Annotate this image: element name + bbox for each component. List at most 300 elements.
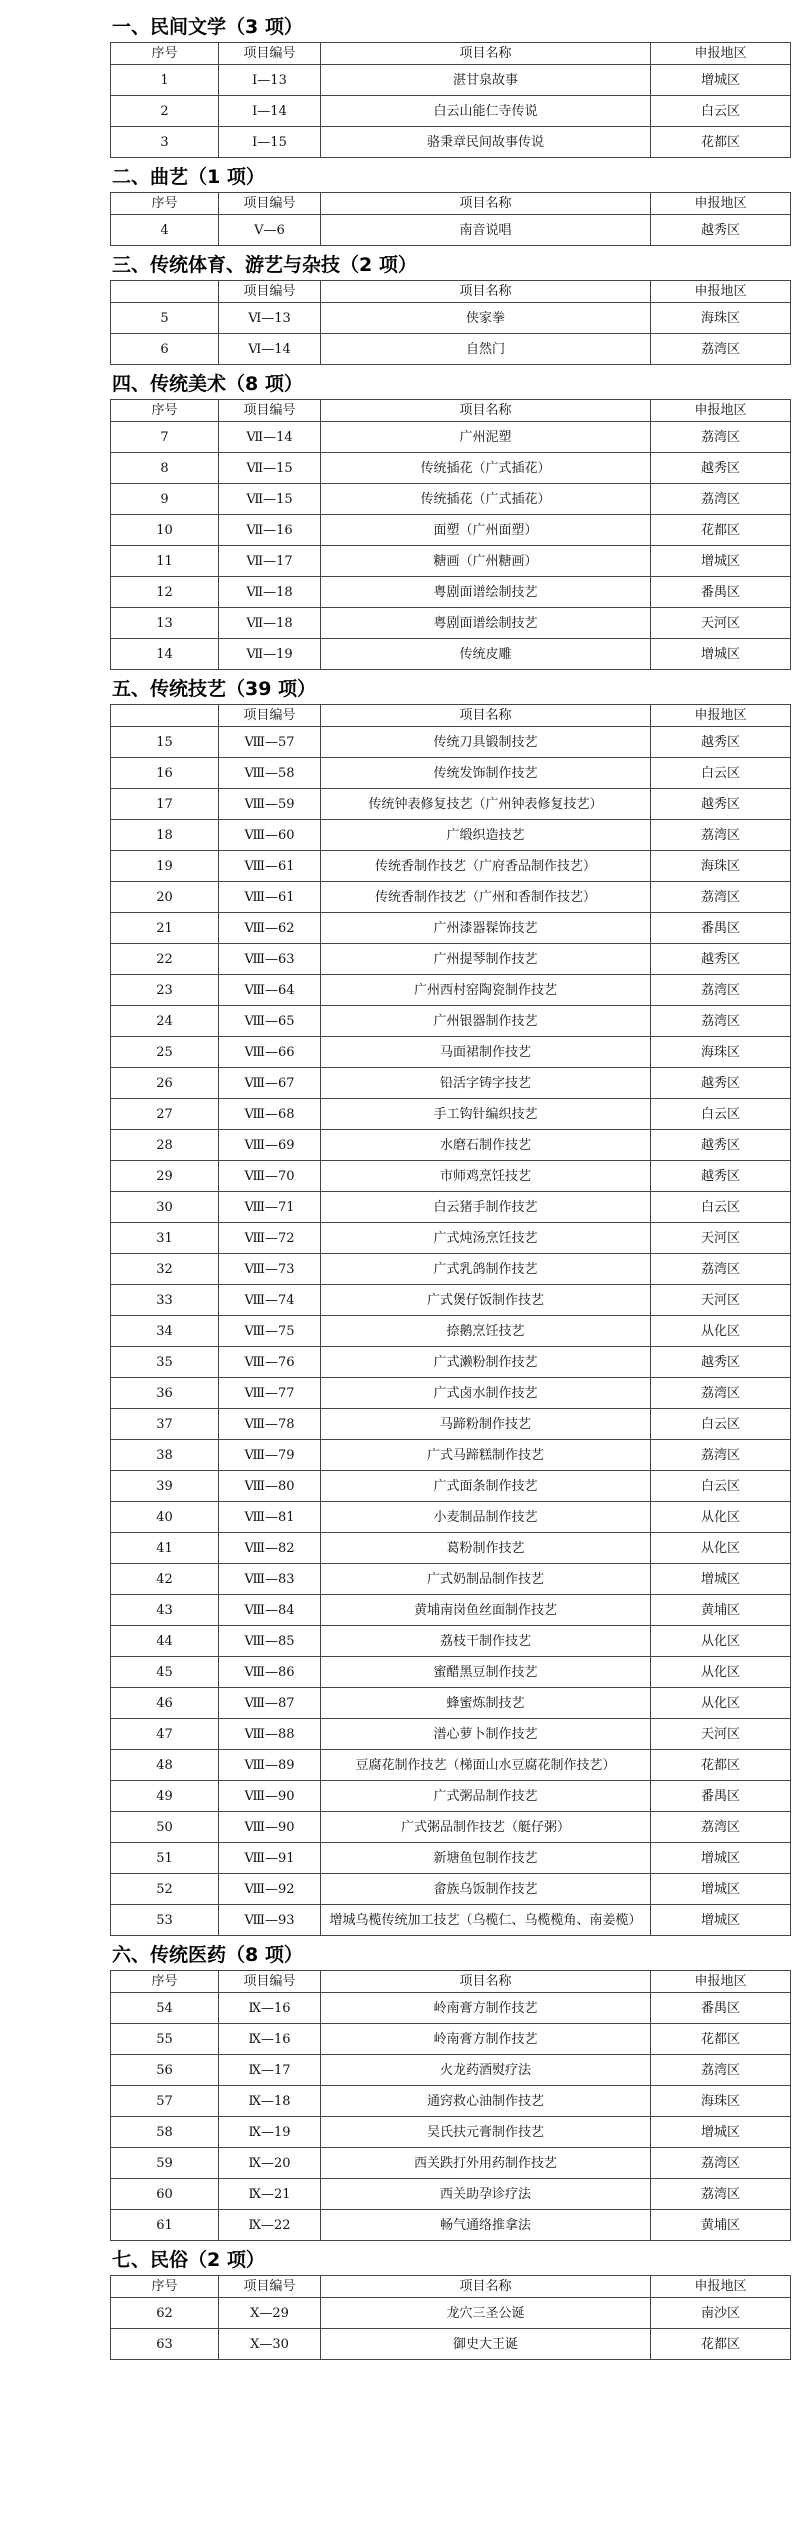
cell-code: Ⅷ—92 [219, 1874, 321, 1905]
cell-region: 白云区 [651, 96, 791, 127]
cell-name: 广式奶制品制作技艺 [321, 1564, 651, 1595]
cell-seq: 3 [111, 127, 219, 158]
table-row [111, 1843, 791, 1874]
cell-code: Ⅷ—57 [219, 727, 321, 758]
table-row [111, 851, 791, 882]
section-title: 五、传统技艺（39 项） [112, 678, 317, 700]
cell-seq: 44 [111, 1626, 219, 1657]
cell-region: 天河区 [651, 608, 791, 639]
cell-name: 吴氏扶元膏制作技艺 [321, 2117, 651, 2148]
cell-name: 潽心萝卜制作技艺 [321, 1719, 651, 1750]
cell-code: Ⅶ—15 [219, 484, 321, 515]
cell-seq: 53 [111, 1905, 219, 1936]
cell-seq: 17 [111, 789, 219, 820]
section-title: 三、传统体育、游艺与杂技（2 项） [112, 254, 417, 276]
cell-code: Ⅸ—20 [219, 2148, 321, 2179]
header-name: 项目名称 [321, 1971, 651, 1993]
cell-region: 南沙区 [651, 2298, 791, 2329]
table-row [111, 453, 791, 484]
cell-name: 小麦制品制作技艺 [321, 1502, 651, 1533]
cell-code: Ⅷ—79 [219, 1440, 321, 1471]
cell-seq: 26 [111, 1068, 219, 1099]
header-code: 项目编号 [219, 281, 321, 303]
cell-region: 越秀区 [651, 1130, 791, 1161]
cell-seq: 8 [111, 453, 219, 484]
cell-code: Ⅷ—68 [219, 1099, 321, 1130]
table-row [111, 1719, 791, 1750]
table-row [111, 1161, 791, 1192]
table-row [111, 577, 791, 608]
cell-name: 广式濑粉制作技艺 [321, 1347, 651, 1378]
cell-name: 荔枝干制作技艺 [321, 1626, 651, 1657]
cell-name: 骆秉章民间故事传说 [321, 127, 651, 158]
table-row [111, 96, 791, 127]
table-row [111, 913, 791, 944]
table-row [111, 1347, 791, 1378]
cell-seq: 46 [111, 1688, 219, 1719]
table-row [111, 820, 791, 851]
table-row [111, 2117, 791, 2148]
cell-seq: 13 [111, 608, 219, 639]
table-row [111, 1905, 791, 1936]
table-header-row [111, 193, 791, 215]
header-region: 申报地区 [651, 2276, 791, 2298]
cell-code: Ⅷ—63 [219, 944, 321, 975]
cell-name: 广式粥品制作技艺 [321, 1781, 651, 1812]
cell-code: Ⅸ—19 [219, 2117, 321, 2148]
cell-region: 海珠区 [651, 851, 791, 882]
cell-region: 花都区 [651, 1750, 791, 1781]
cell-seq: 23 [111, 975, 219, 1006]
cell-code: Ⅷ—73 [219, 1254, 321, 1285]
cell-seq: 25 [111, 1037, 219, 1068]
cell-name: 广式炖汤烹饪技艺 [321, 1223, 651, 1254]
cell-name: 豆腐花制作技艺（梯面山水豆腐花制作技艺） [321, 1750, 651, 1781]
table-row [111, 127, 791, 158]
cell-name: 广式卤水制作技艺 [321, 1378, 651, 1409]
table-row [111, 1750, 791, 1781]
header-region: 申报地区 [651, 1971, 791, 1993]
cell-region: 番禺区 [651, 577, 791, 608]
cell-region: 增城区 [651, 65, 791, 96]
cell-seq: 58 [111, 2117, 219, 2148]
cell-seq: 48 [111, 1750, 219, 1781]
table-row [111, 303, 791, 334]
table-row [111, 2298, 791, 2329]
header-seq: 序号 [111, 193, 219, 215]
cell-name: 蜂蜜炼制技艺 [321, 1688, 651, 1719]
cell-code: Ⅷ—82 [219, 1533, 321, 1564]
header-region: 申报地区 [651, 400, 791, 422]
table-row [111, 1378, 791, 1409]
header-seq: 序号 [111, 400, 219, 422]
table-row [111, 758, 791, 789]
cell-seq: 29 [111, 1161, 219, 1192]
cell-name: 糖画（广州糖画） [321, 546, 651, 577]
table-row [111, 2086, 791, 2117]
table-row [111, 944, 791, 975]
cell-name: 岭南膏方制作技艺 [321, 1993, 651, 2024]
cell-region: 越秀区 [651, 1068, 791, 1099]
cell-region: 增城区 [651, 1874, 791, 1905]
cell-code: Ⅶ—19 [219, 639, 321, 670]
table-row [111, 1595, 791, 1626]
cell-seq: 51 [111, 1843, 219, 1874]
table-header-row [111, 400, 791, 422]
cell-region: 越秀区 [651, 789, 791, 820]
cell-name: 广式粥品制作技艺（艇仔粥） [321, 1812, 651, 1843]
header-code: 项目编号 [219, 400, 321, 422]
cell-seq: 11 [111, 546, 219, 577]
cell-region: 番禺区 [651, 913, 791, 944]
header-name: 项目名称 [321, 400, 651, 422]
cell-seq: 62 [111, 2298, 219, 2329]
header-code: 项目编号 [219, 43, 321, 65]
cell-name: 粤剧面谱绘制技艺 [321, 577, 651, 608]
cell-seq: 54 [111, 1993, 219, 2024]
cell-seq: 56 [111, 2055, 219, 2086]
cell-seq: 35 [111, 1347, 219, 1378]
cell-region: 荔湾区 [651, 484, 791, 515]
cell-code: Ⅷ—93 [219, 1905, 321, 1936]
table-row [111, 975, 791, 1006]
cell-seq: 4 [111, 215, 219, 246]
cell-code: Ⅷ—90 [219, 1781, 321, 1812]
cell-name: 广州提琴制作技艺 [321, 944, 651, 975]
cell-seq: 38 [111, 1440, 219, 1471]
cell-seq: 12 [111, 577, 219, 608]
cell-seq: 41 [111, 1533, 219, 1564]
cell-name: 广州银器制作技艺 [321, 1006, 651, 1037]
cell-seq: 9 [111, 484, 219, 515]
cell-seq: 19 [111, 851, 219, 882]
table-row [111, 1657, 791, 1688]
cell-seq: 39 [111, 1471, 219, 1502]
header-seq [111, 281, 219, 303]
cell-code: Ⅷ—91 [219, 1843, 321, 1874]
header-seq: 序号 [111, 43, 219, 65]
cell-seq: 10 [111, 515, 219, 546]
cell-seq: 42 [111, 1564, 219, 1595]
cell-name: 畲族乌饭制作技艺 [321, 1874, 651, 1905]
cell-code: Ⅷ—67 [219, 1068, 321, 1099]
cell-seq: 47 [111, 1719, 219, 1750]
cell-name: 西关跌打外用药制作技艺 [321, 2148, 651, 2179]
cell-name: 水磨石制作技艺 [321, 1130, 651, 1161]
heritage-table [110, 2275, 791, 2360]
cell-code: Ⅵ—13 [219, 303, 321, 334]
cell-code: Ⅷ—89 [219, 1750, 321, 1781]
cell-seq: 49 [111, 1781, 219, 1812]
table-row [111, 1254, 791, 1285]
cell-region: 荔湾区 [651, 2179, 791, 2210]
cell-region: 荔湾区 [651, 1254, 791, 1285]
cell-region: 荔湾区 [651, 1378, 791, 1409]
heritage-table [110, 192, 791, 246]
table-header-row [111, 705, 791, 727]
cell-name: 御史大王诞 [321, 2329, 651, 2360]
cell-code: Ⅷ—71 [219, 1192, 321, 1223]
cell-seq: 5 [111, 303, 219, 334]
cell-name: 广州漆器髹饰技艺 [321, 913, 651, 944]
table-row [111, 2179, 791, 2210]
cell-name: 广州西村窑陶瓷制作技艺 [321, 975, 651, 1006]
cell-region: 黄埔区 [651, 1595, 791, 1626]
cell-code: Ⅸ—18 [219, 2086, 321, 2117]
cell-name: 手工钩针编织技艺 [321, 1099, 651, 1130]
cell-code: Ⅶ—15 [219, 453, 321, 484]
cell-code: Ⅸ—16 [219, 1993, 321, 2024]
cell-region: 天河区 [651, 1223, 791, 1254]
cell-name: 铅活字铸字技艺 [321, 1068, 651, 1099]
cell-seq: 61 [111, 2210, 219, 2241]
cell-name: 捺鹅烹饪技艺 [321, 1316, 651, 1347]
cell-region: 花都区 [651, 515, 791, 546]
cell-region: 荔湾区 [651, 882, 791, 913]
cell-code: Ⅶ—14 [219, 422, 321, 453]
cell-region: 增城区 [651, 639, 791, 670]
table-row [111, 334, 791, 365]
cell-code: Ⅷ—66 [219, 1037, 321, 1068]
cell-seq: 59 [111, 2148, 219, 2179]
cell-region: 白云区 [651, 1192, 791, 1223]
cell-seq: 28 [111, 1130, 219, 1161]
cell-name: 广州泥塑 [321, 422, 651, 453]
cell-name: 广式乳鸽制作技艺 [321, 1254, 651, 1285]
cell-code: Ⅷ—61 [219, 882, 321, 913]
cell-region: 海珠区 [651, 303, 791, 334]
cell-code: Ⅷ—83 [219, 1564, 321, 1595]
table-row [111, 2055, 791, 2086]
header-region: 申报地区 [651, 281, 791, 303]
table-row [111, 2329, 791, 2360]
table-row [111, 215, 791, 246]
header-region: 申报地区 [651, 43, 791, 65]
cell-code: Ⅷ—72 [219, 1223, 321, 1254]
table-row [111, 1316, 791, 1347]
cell-name: 传统香制作技艺（广府香品制作技艺） [321, 851, 651, 882]
table-row [111, 422, 791, 453]
cell-name: 白云猪手制作技艺 [321, 1192, 651, 1223]
table-row [111, 1812, 791, 1843]
cell-region: 增城区 [651, 1564, 791, 1595]
cell-code: Ⅷ—62 [219, 913, 321, 944]
header-name: 项目名称 [321, 281, 651, 303]
table-row [111, 1533, 791, 1564]
table-row [111, 1781, 791, 1812]
cell-seq: 2 [111, 96, 219, 127]
cell-name: 蜜醋黑豆制作技艺 [321, 1657, 651, 1688]
table-row [111, 1993, 791, 2024]
cell-code: Ⅷ—85 [219, 1626, 321, 1657]
table-header-row [111, 281, 791, 303]
cell-name: 广式煲仔饭制作技艺 [321, 1285, 651, 1316]
header-seq: 序号 [111, 2276, 219, 2298]
cell-name: 粤剧面谱绘制技艺 [321, 608, 651, 639]
cell-name: 通窍救心油制作技艺 [321, 2086, 651, 2117]
cell-name: 马蹄粉制作技艺 [321, 1409, 651, 1440]
cell-code: Ⅷ—59 [219, 789, 321, 820]
cell-code: Ⅵ—14 [219, 334, 321, 365]
cell-name: 白云山能仁寺传说 [321, 96, 651, 127]
header-code: 项目编号 [219, 2276, 321, 2298]
cell-seq: 20 [111, 882, 219, 913]
table-row [111, 546, 791, 577]
cell-region: 越秀区 [651, 944, 791, 975]
table-row [111, 1471, 791, 1502]
heritage-table [110, 280, 791, 365]
cell-code: Ⅷ—87 [219, 1688, 321, 1719]
header-name: 项目名称 [321, 705, 651, 727]
cell-code: Ⅷ—88 [219, 1719, 321, 1750]
table-row [111, 1502, 791, 1533]
table-row [111, 1037, 791, 1068]
table-row [111, 1099, 791, 1130]
table-row [111, 1006, 791, 1037]
cell-region: 越秀区 [651, 215, 791, 246]
cell-region: 花都区 [651, 127, 791, 158]
section-title: 七、民俗（2 项） [112, 2249, 265, 2271]
cell-seq: 31 [111, 1223, 219, 1254]
header-name: 项目名称 [321, 43, 651, 65]
cell-seq: 24 [111, 1006, 219, 1037]
cell-region: 海珠区 [651, 2086, 791, 2117]
cell-name: 市师鸡烹饪技艺 [321, 1161, 651, 1192]
cell-seq: 63 [111, 2329, 219, 2360]
table-row [111, 639, 791, 670]
table-row [111, 1130, 791, 1161]
cell-region: 白云区 [651, 1471, 791, 1502]
cell-region: 白云区 [651, 1409, 791, 1440]
cell-code: Ⅷ—69 [219, 1130, 321, 1161]
cell-name: 自然门 [321, 334, 651, 365]
cell-seq: 7 [111, 422, 219, 453]
cell-region: 从化区 [651, 1657, 791, 1688]
cell-region: 越秀区 [651, 1347, 791, 1378]
cell-name: 龙穴三圣公诞 [321, 2298, 651, 2329]
cell-region: 荔湾区 [651, 1440, 791, 1471]
table-row [111, 1223, 791, 1254]
cell-code: Ⅴ—6 [219, 215, 321, 246]
table-header-row [111, 1971, 791, 1993]
cell-code: Ⅶ—18 [219, 577, 321, 608]
cell-region: 荔湾区 [651, 422, 791, 453]
cell-code: Ⅰ—14 [219, 96, 321, 127]
table-row [111, 727, 791, 758]
cell-region: 越秀区 [651, 727, 791, 758]
cell-seq: 45 [111, 1657, 219, 1688]
cell-name: 南音说唱 [321, 215, 651, 246]
cell-name: 葛粉制作技艺 [321, 1533, 651, 1564]
cell-seq: 16 [111, 758, 219, 789]
cell-name: 传统刀具锻制技艺 [321, 727, 651, 758]
cell-code: Ⅷ—64 [219, 975, 321, 1006]
cell-code: Ⅷ—75 [219, 1316, 321, 1347]
cell-name: 增城乌榄传统加工技艺（乌榄仁、乌榄榄角、南姜榄） [321, 1905, 651, 1936]
cell-name: 侠家拳 [321, 303, 651, 334]
cell-code: Ⅰ—13 [219, 65, 321, 96]
cell-name: 新塘鱼包制作技艺 [321, 1843, 651, 1874]
cell-seq: 40 [111, 1502, 219, 1533]
table-row [111, 1688, 791, 1719]
cell-seq: 1 [111, 65, 219, 96]
cell-code: Ⅶ—16 [219, 515, 321, 546]
cell-code: Ⅷ—78 [219, 1409, 321, 1440]
header-region: 申报地区 [651, 705, 791, 727]
header-region: 申报地区 [651, 193, 791, 215]
cell-name: 岭南膏方制作技艺 [321, 2024, 651, 2055]
section-title: 四、传统美术（8 项） [112, 373, 303, 395]
cell-region: 增城区 [651, 546, 791, 577]
table-row [111, 1409, 791, 1440]
cell-region: 白云区 [651, 758, 791, 789]
cell-region: 荔湾区 [651, 334, 791, 365]
cell-region: 天河区 [651, 1719, 791, 1750]
cell-name: 黄埔南岗鱼丝面制作技艺 [321, 1595, 651, 1626]
cell-seq: 18 [111, 820, 219, 851]
table-row [111, 515, 791, 546]
table-row [111, 1192, 791, 1223]
cell-code: Ⅸ—22 [219, 2210, 321, 2241]
cell-code: Ⅸ—17 [219, 2055, 321, 2086]
cell-name: 马面裙制作技艺 [321, 1037, 651, 1068]
cell-name: 传统插花（广式插花） [321, 453, 651, 484]
cell-seq: 55 [111, 2024, 219, 2055]
cell-region: 荔湾区 [651, 1812, 791, 1843]
table-row [111, 1874, 791, 1905]
cell-region: 越秀区 [651, 453, 791, 484]
heritage-table [110, 1970, 791, 2241]
cell-region: 白云区 [651, 1099, 791, 1130]
table-row [111, 2210, 791, 2241]
cell-code: Ⅷ—80 [219, 1471, 321, 1502]
cell-seq: 37 [111, 1409, 219, 1440]
cell-seq: 21 [111, 913, 219, 944]
cell-code: Ⅶ—18 [219, 608, 321, 639]
cell-region: 荔湾区 [651, 2148, 791, 2179]
cell-seq: 33 [111, 1285, 219, 1316]
table-row [111, 608, 791, 639]
section-title: 二、曲艺（1 项） [112, 166, 265, 188]
cell-region: 增城区 [651, 1905, 791, 1936]
cell-seq: 15 [111, 727, 219, 758]
cell-region: 从化区 [651, 1533, 791, 1564]
cell-code: Ⅷ—61 [219, 851, 321, 882]
cell-code: Ⅷ—60 [219, 820, 321, 851]
table-row [111, 1285, 791, 1316]
cell-region: 从化区 [651, 1502, 791, 1533]
header-code: 项目编号 [219, 705, 321, 727]
cell-name: 传统钟表修复技艺（广州钟表修复技艺） [321, 789, 651, 820]
cell-region: 荔湾区 [651, 1006, 791, 1037]
cell-name: 面塑（广州面塑） [321, 515, 651, 546]
cell-name: 湛甘泉故事 [321, 65, 651, 96]
cell-seq: 22 [111, 944, 219, 975]
table-row [111, 2148, 791, 2179]
cell-seq: 43 [111, 1595, 219, 1626]
table-header-row [111, 43, 791, 65]
cell-name: 西关助孕诊疗法 [321, 2179, 651, 2210]
cell-name: 传统插花（广式插花） [321, 484, 651, 515]
cell-region: 天河区 [651, 1285, 791, 1316]
cell-name: 畅气通络推拿法 [321, 2210, 651, 2241]
cell-code: Ⅷ—58 [219, 758, 321, 789]
section-title: 一、民间文学（3 项） [112, 16, 303, 38]
cell-region: 荔湾区 [651, 2055, 791, 2086]
cell-region: 越秀区 [651, 1161, 791, 1192]
heritage-table [110, 399, 791, 670]
cell-seq: 52 [111, 1874, 219, 1905]
